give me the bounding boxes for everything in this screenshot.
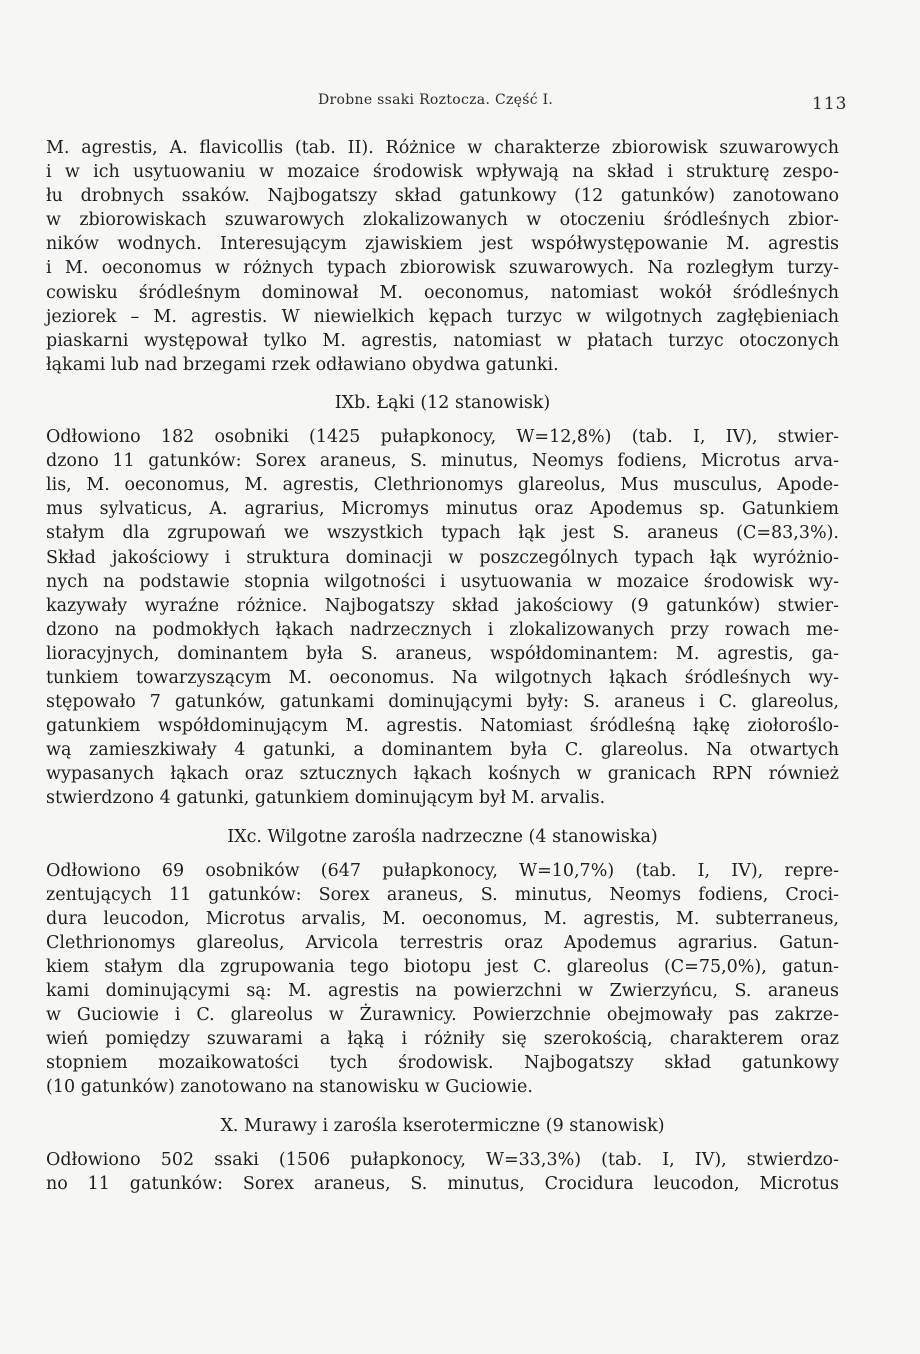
text-line: tunkiem towarzyszącym M. oeconomus. Na wilgotnych łąkach śródleśnych wy-: [46, 667, 839, 688]
text-line: w zbiorowiskach szuwarowych zlokalizowanych w otoczeniu śródleśnych zbior-: [46, 210, 839, 231]
text-line: Clethrionomys glareolus, Arvicola terrestris oraz Apodemus agrarius. Gatun-: [46, 932, 839, 953]
text-line: łąkami lub nad brzegami rzek odławiano obydwa gatunki.: [46, 354, 559, 375]
text-line: M. agrestis, A. flavicollis (tab. II). Różnice w charakterze zbiorowisk szuwarowych: [46, 138, 839, 158]
text-line: lis, M. oeconomus, M. agrestis, Clethrionomys glareolus, Mus musculus, Apode-: [46, 475, 839, 496]
text-line: stwierdzono 4 gatunki, gatunkiem dominującym był M. arvalis.: [46, 788, 606, 809]
text-line: ników wodnych. Interesującym zjawiskiem jest współwystępowanie M. agrestis: [46, 234, 839, 255]
text-line: i M. oeconomus w różnych typach zbiorowisk szuwarowych. Na rozległym turzy-: [46, 258, 839, 279]
text-line: Odłowiono 69 osobników (647 pułapkonocy, W=10,7%) (tab. I, IV), repre-: [46, 860, 839, 881]
text-line: piaskarni występował tylko M. agrestis, natomiast w płatach turzyc otoczonych: [46, 330, 839, 351]
text-line: kazywały wyraźne różnice. Najbogatszy skład jakościowy (9 gatunków) stwier-: [46, 595, 839, 616]
text-line: mus sylvaticus, A. agrarius, Micromys minutus oraz Apodemus sp. Gatunkiem: [46, 499, 839, 520]
text-line: i w ich usytuowaniu w mozaice środowisk wpływają na skład i strukturę zespo-: [46, 162, 839, 183]
text-line: stopniem mozaikowatości tych środowisk. Najbogatszy skład gatunkowy: [46, 1053, 839, 1074]
text-line: dzono na podmokłych łąkach nadrzecznych i zlokalizowanych przy rowach me-: [46, 619, 839, 640]
text-line: stałym dla zgrupowań we wszystkich typach łąk jest S. araneus (C=83,3%).: [46, 523, 839, 544]
text-line: zentujących 11 gatunków: Sorex araneus, S. minutus, Neomys fodiens, Croci-: [46, 884, 839, 905]
text-line: łu drobnych ssaków. Najbogatszy skład gatunkowy (12 gatunków) zanotowano: [46, 186, 839, 207]
text-line: w Guciowie i C. glareolus w Żurawnicy. Powierzchnie obejmowały pas zakrze-: [46, 1005, 839, 1026]
page-number: 113: [812, 94, 848, 114]
text-line: jeziorek – M. agrestis. W niewielkich kępach turzyc w wilgotnych zagłębieniach: [46, 306, 839, 327]
section-heading: IXc. Wilgotne zarośla nadrzeczne (4 stanowiska): [227, 826, 658, 847]
body-text: [46, 136, 839, 1196]
text-line: dzono 11 gatunków: Sorex araneus, S. minutus, Neomys fodiens, Microtus arva-: [46, 451, 839, 472]
running-title: Drobne ssaki Roztocza. Część I.: [318, 92, 554, 108]
text-line: lioracyjnych, dominantem była S. araneus, współdominantem: M. agrestis, ga-: [46, 643, 839, 664]
page-header: [0, 88, 920, 118]
text-line: Odłowiono 502 ssaki (1506 pułapkonocy, W=33,3%) (tab. I, IV), stwierdzo-: [46, 1149, 839, 1170]
text-line: wień pomiędzy szuwarami a łąką i różniły się szerokością, charakterem oraz: [46, 1029, 839, 1050]
text-line: no 11 gatunków: Sorex araneus, S. minutus, Crocidura leucodon, Microtus: [46, 1173, 839, 1194]
text-line: wą zamieszkiwały 4 gatunki, a dominantem była C. glareolus. Na otwartych: [46, 740, 839, 761]
section-heading: IXb. Łąki (12 stanowisk): [334, 392, 551, 413]
text-line: kami dominującymi są: M. agrestis na powierzchni w Zwierzyńcu, S. araneus: [46, 981, 839, 1002]
text-line: nych na podstawie stopnia wilgotności i usytuowania w mozaice środowisk wy-: [46, 571, 839, 592]
text-line: dura leucodon, Microtus arvalis, M. oeconomus, M. agrestis, M. subterraneus,: [46, 908, 839, 929]
text-line: (10 gatunków) zanotowano na stanowisku w Guciowie.: [46, 1077, 533, 1098]
text-line: wypasanych łąkach oraz sztucznych łąkach kośnych w granicach RPN również: [46, 764, 839, 785]
text-line: kiem stałym dla zgrupowania tego biotopu jest C. glareolus (C=75,0%), gatun-: [46, 957, 839, 977]
text-line: Odłowiono 182 osobniki (1425 pułapkonocy, W=12,8%) (tab. I, IV), stwier-: [46, 427, 839, 448]
text-line: cowisku śródleśnym dominował M. oeconomus, natomiast wokół śródleśnych: [46, 282, 839, 303]
text-line: Skład jakościowy i struktura dominacji w poszczególnych typach łąk wyróżnio-: [46, 547, 839, 568]
text-line: gatunkiem współdominującym M. agrestis. Natomiast śródleśną łąkę ziołoroślo-: [46, 716, 839, 737]
text-line: stępowało 7 gatunków, gatunkami dominującymi były: S. araneus i C. glareolus,: [46, 692, 839, 713]
section-heading: X. Murawy i zarośla kserotermiczne (9 stanowisk): [220, 1115, 665, 1136]
